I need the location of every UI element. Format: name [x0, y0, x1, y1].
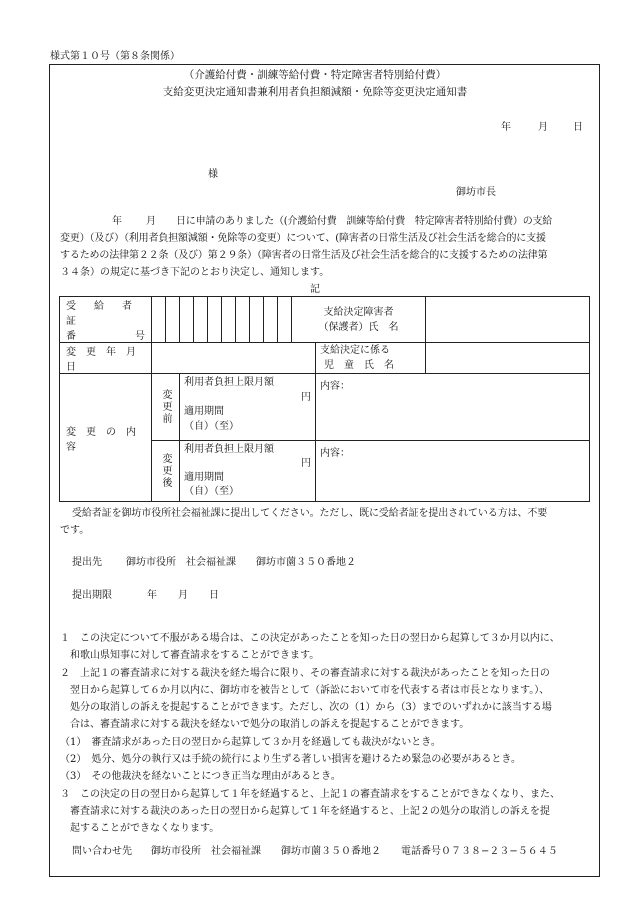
form-number: 様式第１０号（第８条関係）	[50, 51, 180, 62]
deadline-month: 月	[178, 590, 188, 601]
before-content-cell[interactable]	[316, 374, 590, 441]
cert-label-ban: 番	[66, 331, 76, 342]
cert-label-go: 号	[135, 331, 145, 342]
change-content-label: 変 更 の 内 容	[60, 374, 152, 502]
cert-number-digit-6[interactable]	[222, 297, 236, 343]
notes-section	[60, 630, 590, 838]
note-line: 翌日から起算して６か月以内に、御坊市を被告として（訴訟において市を代表する者は市長となります。）、	[60, 684, 550, 696]
note-line: １ この決定について不服がある場合は、この決定があったことを知った日の翌日から起算して３か月以内に、	[60, 633, 560, 644]
intro-line-3: するための法律第２２条（及び）第２９条）（障害者の日常生活及び社会生活を総合的に支援するための法律第	[60, 250, 548, 261]
before-yen: 円	[301, 391, 311, 403]
cert-number-digit-9[interactable]	[264, 297, 278, 343]
child-label-2: 児 童 氏 名	[324, 360, 394, 371]
after-label	[152, 441, 180, 502]
guardian-name-label	[292, 297, 426, 343]
cert-number-digit-10[interactable]	[278, 297, 292, 343]
after-limit-label: 利用者負担上限月額	[184, 444, 274, 455]
before-period-label: 適用期間	[184, 406, 224, 417]
note-line: 和歌山県知事に対して審査請求をすることができます。	[60, 650, 320, 662]
intro-line-1: 日に申請のありました（(介護給付費 訓練等給付費 特定障害者特別給付費）の支給	[176, 216, 553, 227]
intro-year: 年	[112, 216, 122, 227]
submit-to-value: 御坊市役所 社会福祉課 御坊市薗３５０番地２	[126, 557, 356, 568]
decision-table	[59, 296, 590, 502]
cert-number-digit-2[interactable]	[166, 297, 180, 343]
guardian-name-value[interactable]	[426, 297, 590, 343]
title-line-1: （介護給付費・訓練等給付費・特定障害者特別給付費）	[183, 69, 447, 81]
before-label-text: 変更前	[160, 389, 171, 425]
after-limit-cell[interactable]	[180, 441, 316, 502]
child-label-1: 支給決定に係る	[320, 345, 390, 356]
intro-line-4: ３４条）の規定に基づき下記のとおり決定し、通知します。	[60, 267, 330, 278]
note-line: 合は、審査請求に対する裁決を経ないで処分の取消しの訴えを提起することができます。	[60, 719, 470, 731]
contact-label: 問い合わせ先	[72, 846, 132, 857]
cert-number-digit-5[interactable]	[208, 297, 222, 343]
before-limit-cell[interactable]	[180, 374, 316, 441]
cert-number-label	[60, 297, 152, 343]
before-content-label: 内容：	[320, 381, 350, 392]
title-line-2: 支給変更決定通知書兼利用者負担額減額・免除等変更決定通知書	[162, 86, 468, 98]
submit-text-2: です。	[60, 525, 90, 536]
intro-month: 月	[146, 216, 156, 227]
cert-number-digit-1[interactable]	[152, 297, 166, 343]
contact-value: 御坊市役所 社会福祉課 御坊市薗３５０番地２ 電話番号０７３８−２３−５６４５	[151, 846, 558, 857]
deadline-year: 年	[147, 590, 157, 601]
change-date-value[interactable]	[152, 343, 316, 374]
date-year: 年	[501, 122, 511, 133]
note-line: （2） 処分、処分の執行又は手続の続行により生ずる著しい損害を避けるため緊急の必要があるとき。	[60, 754, 521, 766]
note-line: （3） その他裁決を経ないことにつき正当な理由があるとき。	[60, 771, 341, 783]
cert-number-digit-7[interactable]	[236, 297, 250, 343]
guardian-label-1: 支給決定障害者	[323, 306, 394, 318]
cert-number-digit-8[interactable]	[250, 297, 264, 343]
note-line: ３ この決定の日の翌日から起算して１年を経過すると、上記１の審査請求をすることができなくなり、また、	[60, 788, 560, 800]
deadline-day: 日	[209, 590, 219, 601]
note-line: 起することができなくなります。	[60, 823, 220, 835]
after-yen: 円	[301, 458, 311, 469]
note-line: 審査請求に対する裁決のあった日の翌日から起算して１年を経過すると、上記２の処分の取消しの訴えを提	[60, 805, 550, 817]
cert-number-digit-4[interactable]	[194, 297, 208, 343]
change-date-label: 変 更 年 月 日	[60, 343, 152, 374]
note-line: ２ 上記１の審査請求に対する裁決を経た場合に限り、その審査請求に対する裁決があったことを知った日の	[60, 667, 550, 679]
before-limit-label: 利用者負担上限月額	[184, 377, 274, 388]
recipient-suffix: 様	[208, 169, 218, 180]
submit-to-label: 提出先	[72, 557, 102, 568]
intro-line-2: 変更）（及び）（利用者負担額減額・免除等の変更）について、(障害者の日常生活及び社会生活を総合的に支援	[60, 233, 546, 244]
child-name-value[interactable]	[426, 343, 590, 374]
deadline-label: 提出期限	[72, 590, 112, 601]
sender: 御坊市長	[456, 187, 496, 198]
cert-label-bottom	[60, 327, 151, 342]
after-period-label: 適用期間	[184, 472, 224, 483]
submit-text-1: 受給者証を御坊市役所社会福祉課に提出してください。ただし、既に受給者証を提出されている方は、不要	[72, 508, 548, 519]
note-line: （1） 審査請求があった日の翌日から起算して３か月を経過しても裁決がないとき。	[60, 736, 441, 748]
after-content-cell[interactable]	[316, 441, 590, 502]
cert-label-top: 受 給 者 証	[66, 301, 150, 327]
child-name-label	[316, 343, 426, 374]
cert-number-digit-3[interactable]	[180, 297, 194, 343]
before-period-range: （自）（至）	[184, 420, 239, 432]
date-day: 日	[573, 122, 583, 133]
after-period-range: （自）（至）	[184, 486, 239, 497]
before-label	[152, 374, 180, 441]
date-month: 月	[538, 122, 548, 133]
guardian-label-2: （保護者）氏 名	[318, 321, 399, 333]
after-content-label: 内容：	[320, 448, 350, 459]
ki-mark: 記	[310, 284, 320, 295]
after-label-text: 変更後	[160, 453, 171, 489]
note-line: 処分の取消しの訴えを提起することができます。ただし、次の（1）から（3）までのいずれかに該当する場	[60, 702, 552, 714]
